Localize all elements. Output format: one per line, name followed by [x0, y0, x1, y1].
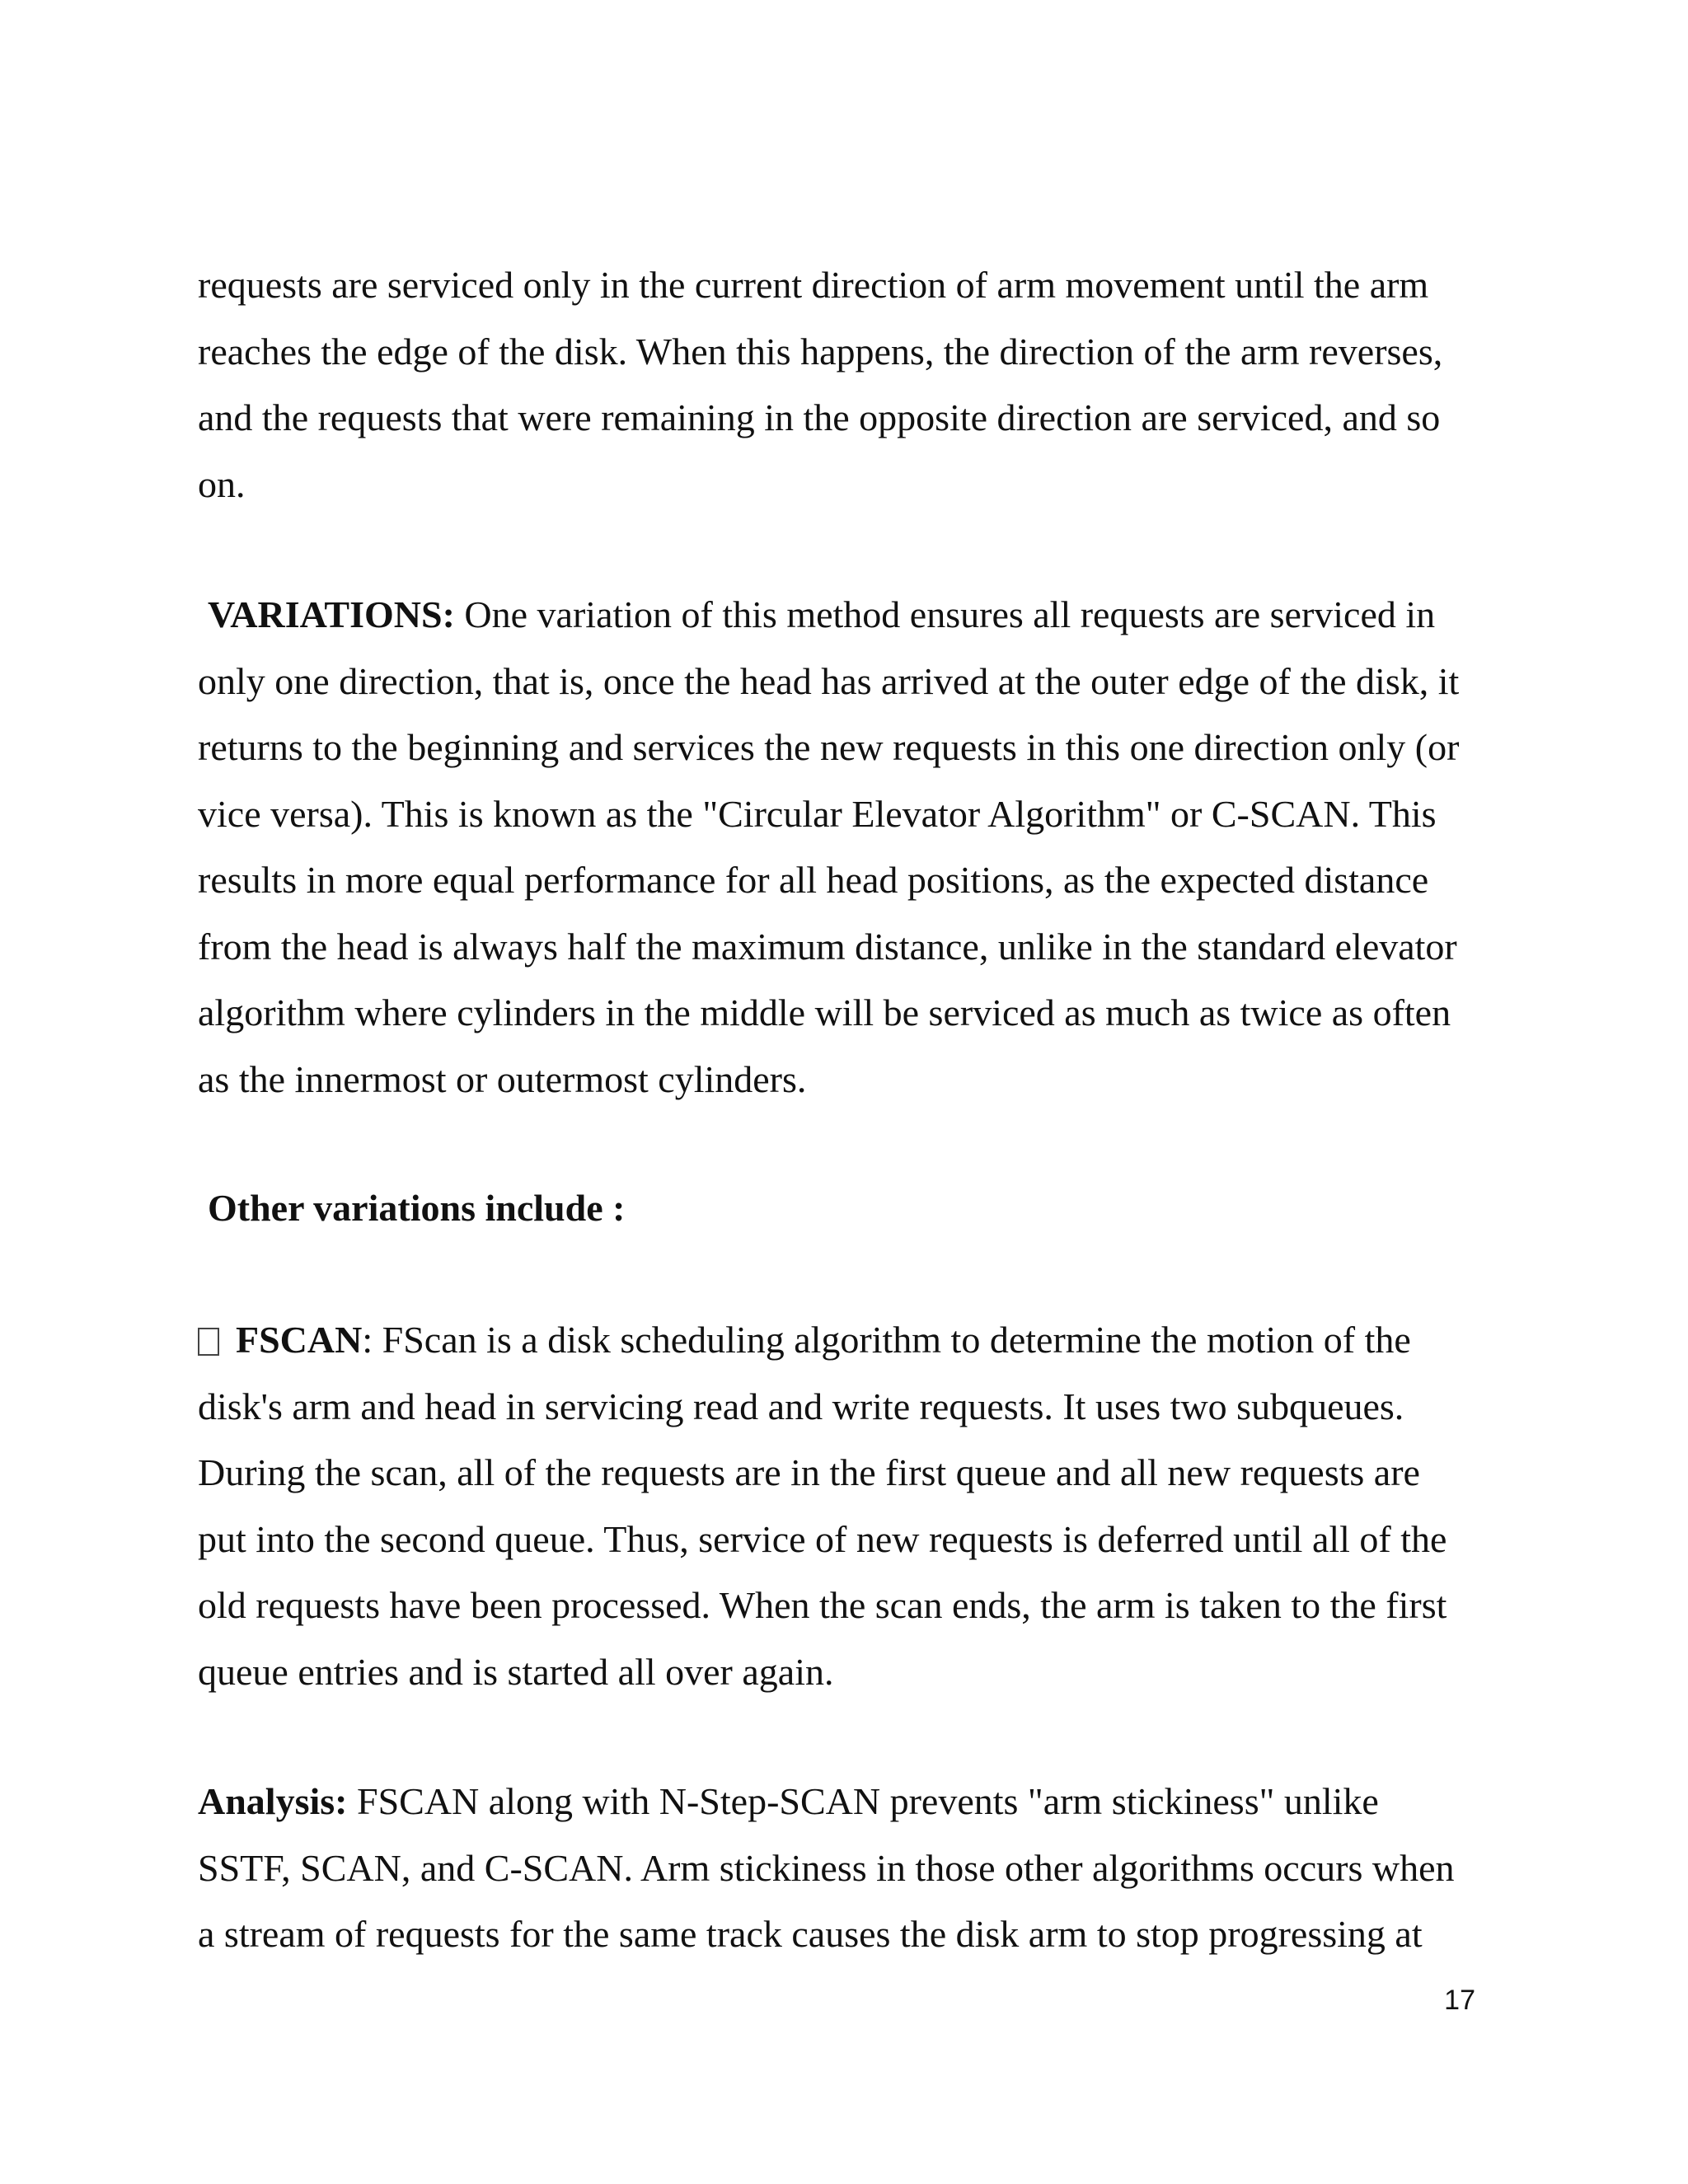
text-line: vice versa). This is known as the "Circular Elevator Algorithm" or C-SCAN. This	[198, 792, 1437, 835]
text-line: FSCAN: FScan is a disk scheduling algorithm to determine the motion of the	[198, 1307, 1474, 1374]
text-line: results in more equal performance for all head positions, as the expected distance	[198, 859, 1429, 901]
text-line: put into the second queue. Thus, service of new requests is deferred until all of the	[198, 1517, 1447, 1560]
text-line: a stream of requests for the same track causes the disk arm to stop progressing at	[198, 1913, 1423, 1955]
text-line: During the scan, all of the requests are in the first queue and all new requests are	[198, 1451, 1420, 1493]
analysis-heading: Analysis:	[198, 1780, 348, 1822]
text-line: on.	[198, 462, 246, 505]
text-line: only one direction, that is, once the head has arrived at the outer edge of the disk, it	[198, 659, 1460, 702]
paragraph-analysis	[198, 1769, 1474, 1968]
text-line: SSTF, SCAN, and C-SCAN. Arm stickiness in those other algorithms occurs when	[198, 1846, 1455, 1889]
text-line: queue entries and is started all over again.	[198, 1650, 834, 1693]
page-number: 17	[1444, 1985, 1475, 2016]
missing-glyph-box-icon	[198, 1328, 219, 1356]
text-line: from the head is always half the maximum distance, unlike in the standard elevator	[198, 925, 1457, 968]
text-line: disk's arm and head in servicing read and write requests. It uses two subqueues.	[198, 1385, 1404, 1427]
paragraph-scan-description	[198, 252, 1474, 518]
text-line: returns to the beginning and services the new requests in this one direction only (or	[198, 726, 1460, 768]
paragraph-other-variations	[198, 1175, 1474, 1242]
paragraph-variations	[198, 582, 1474, 1113]
text-line: requests are serviced only in the current direction of arm movement until the arm	[198, 264, 1429, 306]
paragraph-fscan	[198, 1307, 1474, 1705]
text-line: old requests have been processed. When the scan ends, the arm is taken to the first	[198, 1584, 1447, 1626]
text-line: as the innermost or outermost cylinders.	[198, 1057, 807, 1100]
text-line: and the requests that were remaining in the opposite direction are serviced, and so	[198, 396, 1441, 438]
other-variations-heading: Other variations include :	[208, 1187, 626, 1229]
text-line: reaches the edge of the disk. When this happens, the direction of the arm reverses,	[198, 330, 1443, 373]
fscan-term: FSCAN	[236, 1319, 363, 1361]
text-line: VARIATIONS: One variation of this method ensures all requests are serviced in	[208, 593, 1436, 635]
text-line: Analysis: FSCAN along with N-Step-SCAN prevents "arm stickiness" unlike	[198, 1780, 1379, 1822]
text-line: algorithm where cylinders in the middle will be serviced as much as twice as often	[198, 991, 1451, 1033]
variations-heading: VARIATIONS:	[208, 593, 455, 635]
